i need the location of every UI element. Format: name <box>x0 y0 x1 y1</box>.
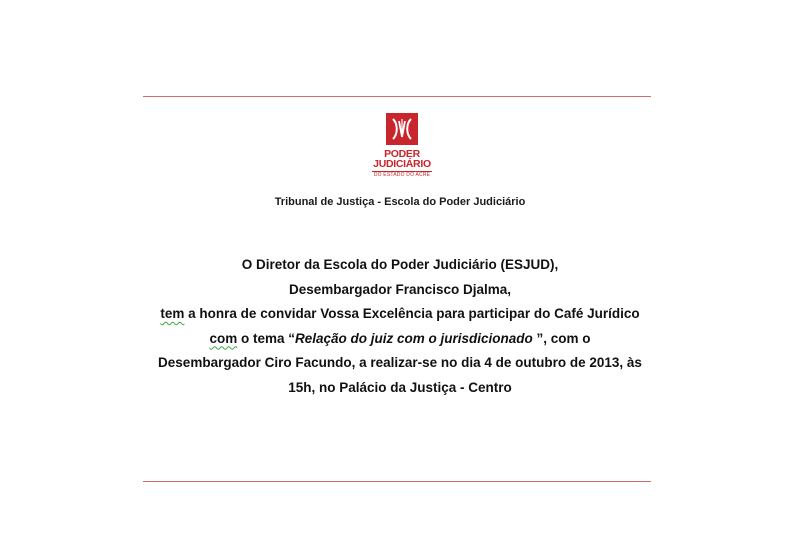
invitation-line: Desembargador Francisco Djalma, <box>288 281 512 297</box>
bottom-divider <box>143 481 651 482</box>
invitation-line-text: a honra de convidar Vossa Excelência para participar do Café Jurídico <box>184 306 640 321</box>
invitation-line <box>140 302 660 327</box>
spellcheck-word: tem <box>160 306 185 321</box>
logo-text-judiciario: JUDICIÁRIO <box>373 158 431 170</box>
top-divider <box>143 96 651 97</box>
invitation-line: 15h, no Palácio da Justiça - Centro <box>288 379 512 395</box>
invitation-line-text: ”, com o <box>532 330 591 346</box>
poder-judiciario-logo <box>360 113 444 178</box>
logo-text-poder: PODER <box>384 148 420 160</box>
invitation-line <box>140 327 660 352</box>
logo-text-state: DO ESTADO DO ACRE <box>373 172 431 178</box>
invitation-text <box>140 253 660 400</box>
scales-emblem-icon <box>386 113 418 145</box>
invitation-line: O Diretor da Escola do Poder Judiciário (ESJUD), <box>241 257 559 272</box>
event-theme: Relação do juiz com o jurisdicionado <box>294 330 533 346</box>
spellcheck-word: com <box>209 330 238 346</box>
invitation-line: Desembargador Ciro Facundo, a realizar-se no dia 4 de outubro de 2013, às <box>158 355 642 370</box>
invitation-line-text: o tema “ <box>237 330 295 346</box>
institution-subtitle: Tribunal de Justiça - Escola do Poder Judiciário <box>274 196 526 208</box>
